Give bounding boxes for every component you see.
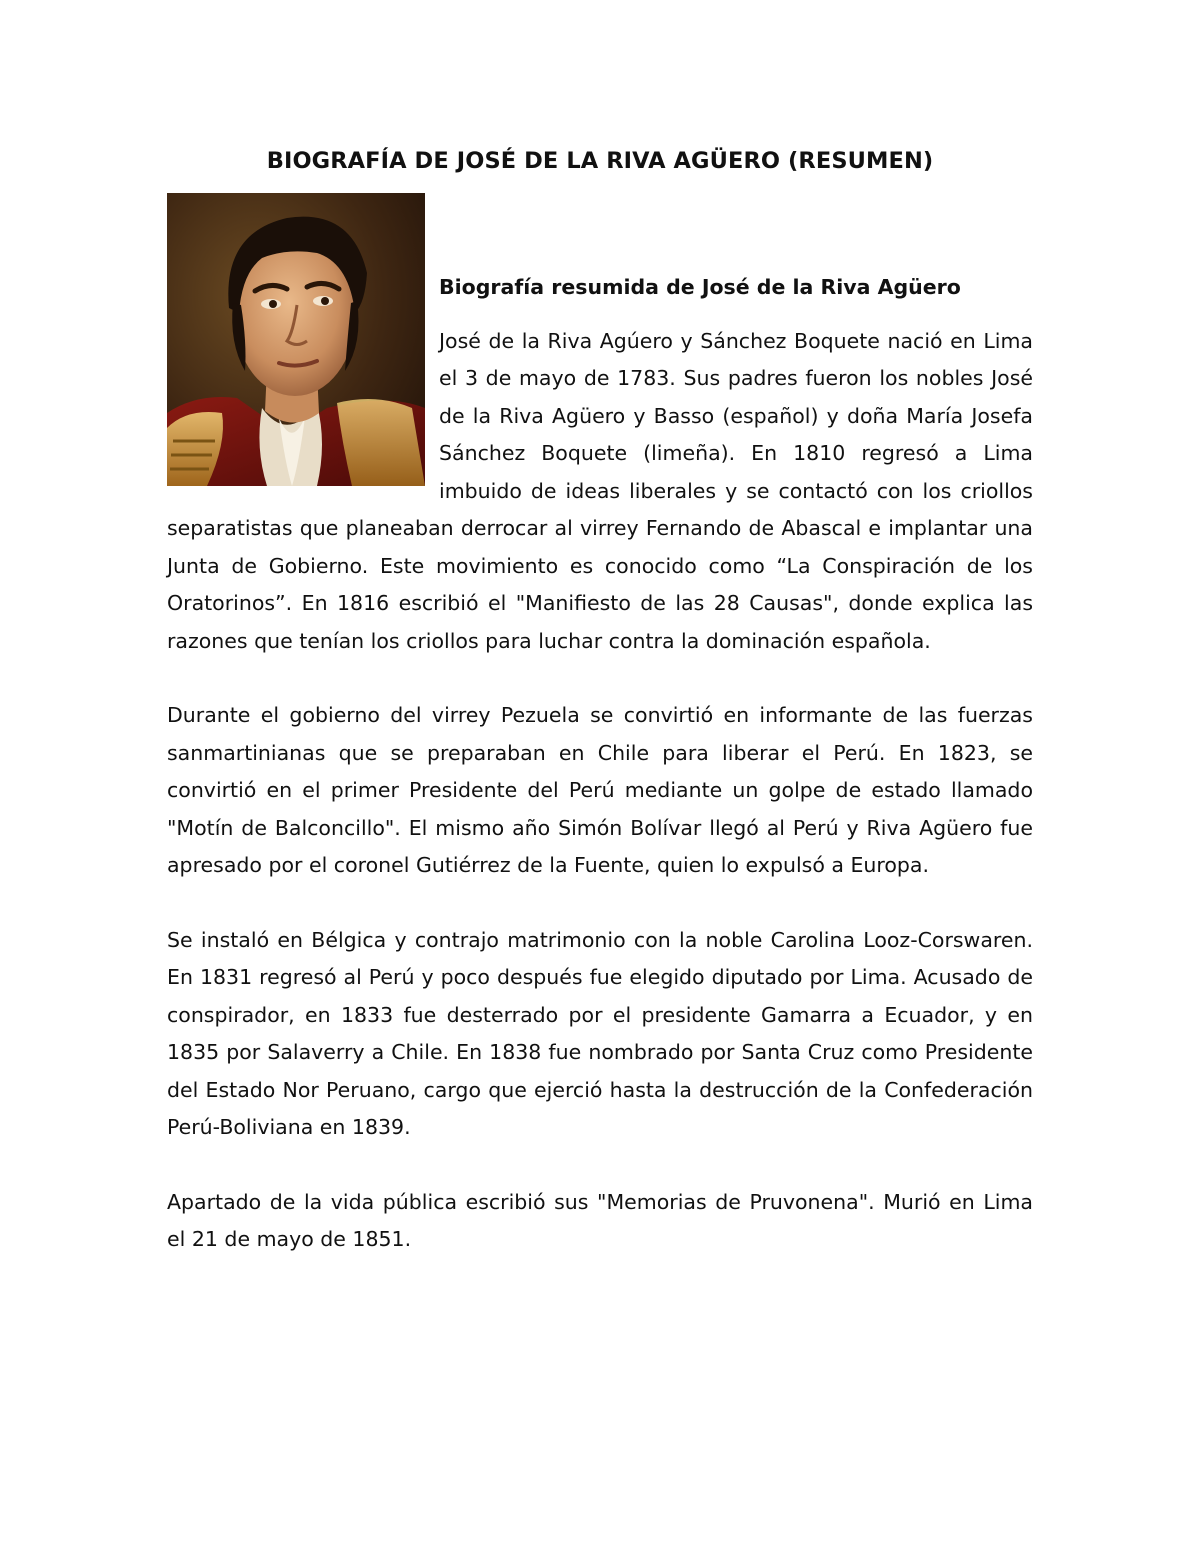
page-title: BIOGRAFÍA DE JOSÉ DE LA RIVA AGÜERO (RESUMEN) bbox=[266, 148, 934, 174]
paragraph-4: Apartado de la vida pública escribió sus "Memorias de Pruvonena". Murió en Lima el 21 de mayo de 1851. bbox=[167, 1189, 1033, 1251]
paragraph-1: José de la Riva Agúero y Sánchez Boquete nació en Lima el 3 de mayo de 1783. Sus padres fueron los nobles José de la Riva Agüero y Basso (español) y doña María Josefa Sánchez Boquete (limeña). En 1810 regresó a Lima imbuido de ideas liberales y se contactó con los criollos separatistas que planeaban derrocar al virrey Fernando de Abascal e implantar una Junta de Gobierno. Este movimiento es conocido como “La Conspiración de los Oratorinos”. En 1816 escribió el "Manifiesto de las 28 Causas", donde explica las razones que tenían los criollos para luchar contra la dominación española. bbox=[167, 328, 1033, 653]
paragraph-3: Se instaló en Bélgica y contrajo matrimonio con la noble Carolina Looz-Corswaren. En 1831 regresó al Perú y poco después fue elegido diputado por Lima. Acusado de conspirador, en 1833 fue desterrado por el presidente Gamarra a Ecuador, y en 1835 por Salaverry a Chile. En 1838 fue nombrado por Santa Cruz como Presidente del Estado Nor Peruano, cargo que ejerció hasta la destrucción de la Confederación Perú-Boliviana en 1839. bbox=[167, 927, 1033, 1139]
paragraph-2: Durante el gobierno del virrey Pezuela se convirtió en informante de las fuerzas sanmartinianas que se preparaban en Chile para liberar el Perú. En 1823, se convirtió en el primer Presidente del Perú mediante un golpe de estado llamado "Motín de Balconcillo". El mismo año Simón Bolívar llegó al Perú y Riva Agüero fue apresado por el coronel Gutiérrez de la Fuente, quien lo expulsó a Europa. bbox=[167, 703, 1033, 877]
document-body bbox=[167, 193, 1033, 1259]
portrait-painting-icon bbox=[167, 193, 425, 486]
subtitle: Biografía resumida de José de la Riva Agüero bbox=[439, 275, 961, 299]
